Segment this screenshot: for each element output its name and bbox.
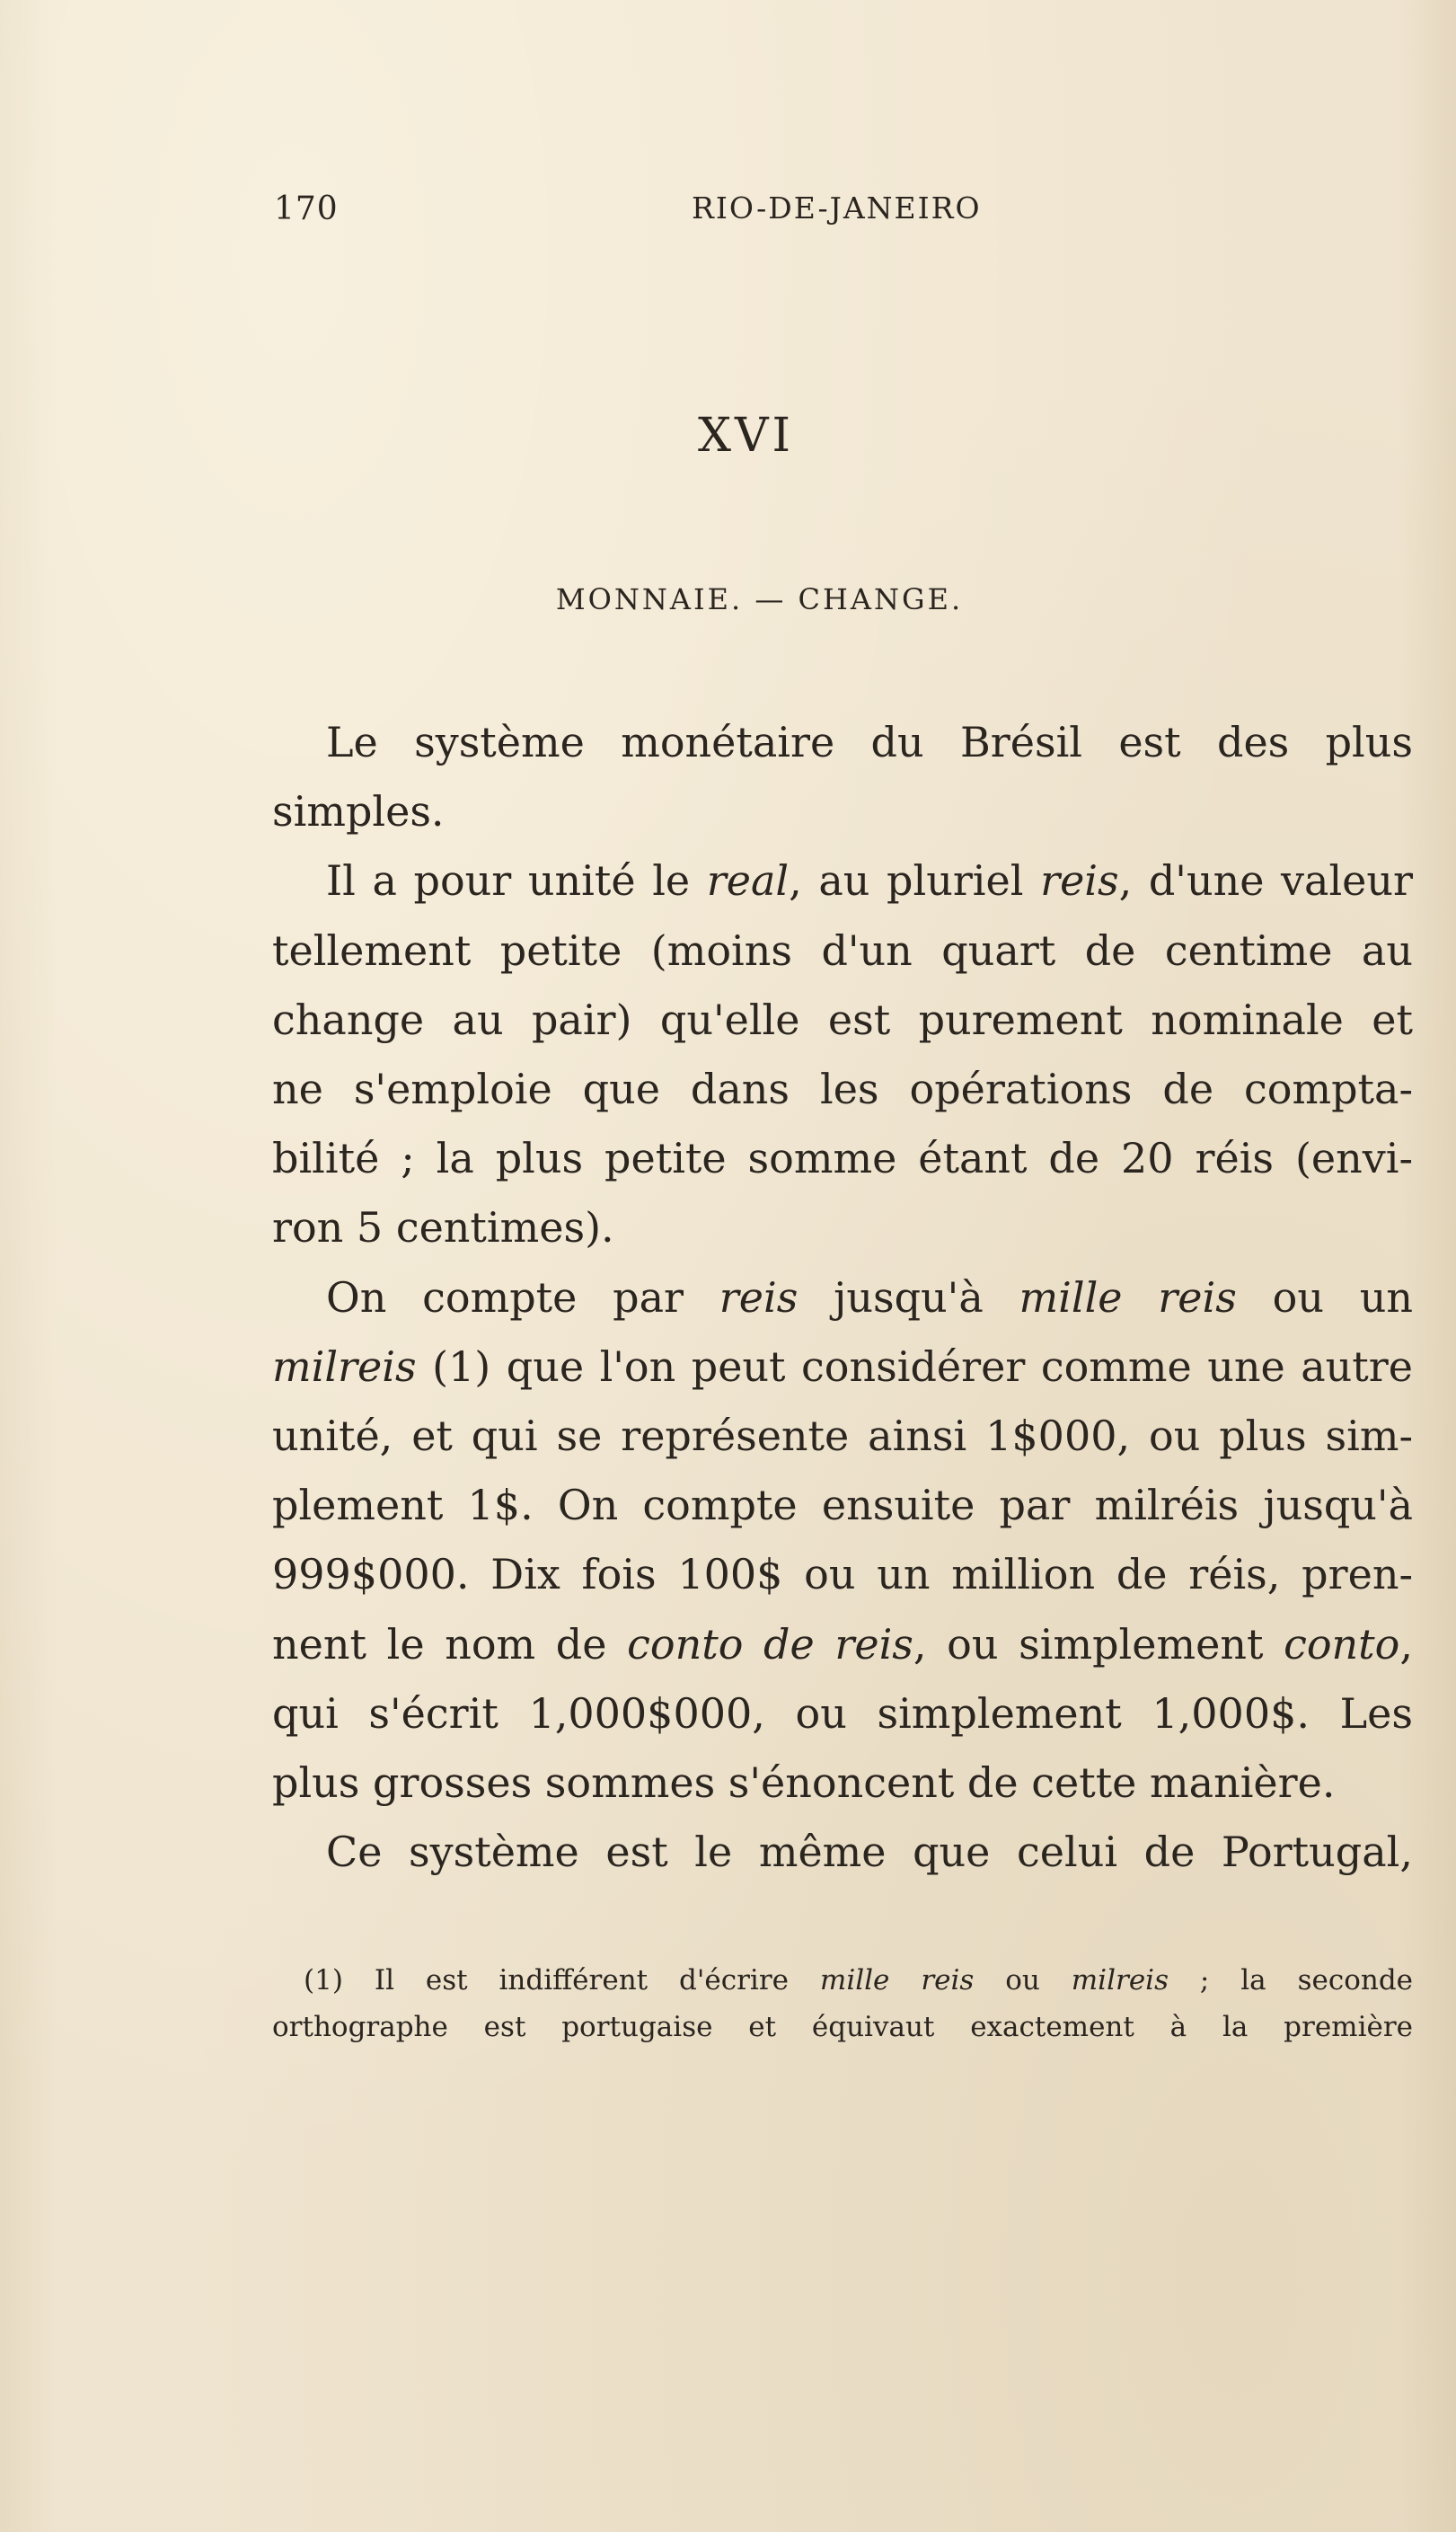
text-line [272,1055,1413,1124]
body-text [272,708,1413,1887]
italic-text: milreis [272,1341,417,1391]
text-line [272,1957,1413,2004]
text-line [272,777,1413,846]
paragraph [272,1263,1413,1819]
text-run: plus grosses sommes s'énoncent de cette manière. [272,1758,1336,1808]
text-line [272,1748,1413,1818]
text-line [272,1193,1413,1262]
text-run: ; la seconde [1169,1964,1414,1996]
text-line [272,986,1413,1055]
text-run: , d'une valeur [1118,856,1413,906]
text-run: , ou simplement [913,1619,1284,1669]
text-run: Le système monétaire du Brésil est des plus [326,718,1413,766]
italic-text: reis [719,1272,799,1322]
text-run: change au pair) qu'elle est purement nominale et [272,995,1413,1044]
text-run: On compte par [326,1272,719,1322]
running-title: RIO-DE-JANEIRO [692,190,982,226]
text-run: , au pluriel [789,856,1041,906]
paragraph [272,708,1413,846]
italic-text: milreis [1071,1964,1169,1996]
text-line [272,2004,1413,2050]
text-line [272,1818,1413,1887]
text-run: jusqu'à [798,1272,1019,1322]
text-run: Ce système est le même que celui de Portugal, [326,1828,1413,1877]
paragraph [272,846,1413,1262]
chapter-number: XVI [697,409,795,463]
text-line [272,1263,1413,1332]
italic-text: conto de reis [627,1619,913,1669]
text-run: , [1399,1619,1413,1669]
text-line [272,846,1413,916]
text-line [272,1332,1413,1402]
text-line [272,1471,1413,1540]
text-line [272,708,1413,777]
text-run: Il a pour unité le [326,856,707,906]
paragraph [272,1818,1413,1887]
italic-text: mille reis [819,1964,975,1996]
text-run: ron 5 centimes). [272,1203,614,1253]
text-line [272,1402,1413,1471]
text-run: bilité ; la plus petite somme étant de 20 réis (envi- [272,1134,1413,1183]
text-run: ou [974,1964,1072,1996]
page-number: 170 [274,190,339,227]
text-run: orthographe est portugaise et équivaut exactement à la première [272,2011,1413,2043]
text-run: ne s'emploie que dans les opérations de compta- [272,1065,1413,1114]
text-line [272,1610,1413,1679]
text-run: simples. [272,787,445,837]
text-run: (1) Il est indifférent d'écrire [304,1964,820,1996]
text-run: (1) que l'on peut considérer comme une autre [416,1341,1413,1391]
chapter-title: MONNAIE. — CHANGE. [555,582,964,616]
text-run: tellement petite (moins d'un quart de centime au [272,925,1413,975]
text-run: 999$000. Dix fois 100$ ou un million de réis, pren- [272,1550,1413,1599]
italic-text: mille reis [1019,1272,1237,1322]
italic-text: reis [1040,856,1119,906]
text-line [272,916,1413,986]
italic-text: real [706,856,790,906]
footnote [272,1957,1413,2050]
page-header [274,190,1419,235]
text-line [272,1679,1413,1748]
text-run: unité, et qui se représente ainsi 1$000, ou plus sim- [272,1412,1413,1461]
text-run: plement 1$. On compte ensuite par milréis jusqu'à [272,1481,1413,1530]
text-line [272,1540,1413,1609]
text-run: nent le nom de [272,1619,628,1669]
text-run: qui s'écrit 1,000$000, ou simplement 1,000$. Les [272,1688,1413,1738]
italic-text: conto [1284,1619,1400,1669]
text-line [272,1124,1413,1193]
text-run: ou un [1236,1272,1413,1322]
